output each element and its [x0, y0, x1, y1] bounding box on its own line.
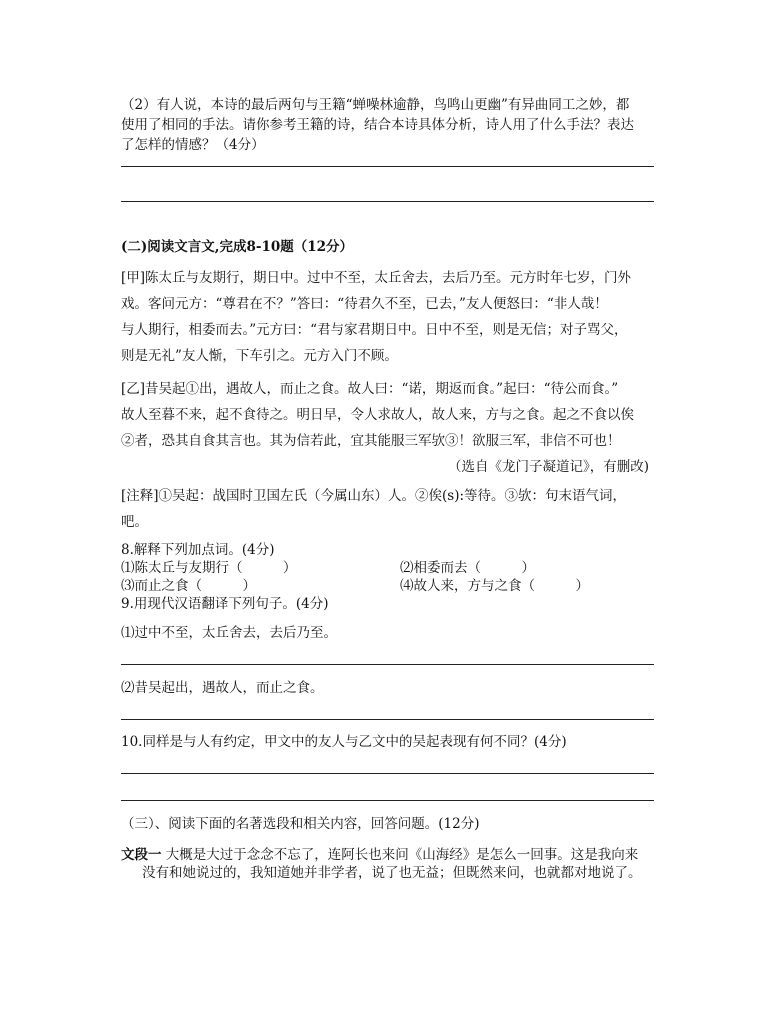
q8-title: 8.解释下列加点词。(4分) — [121, 542, 275, 558]
q8-item-4: ⑷故人来，方与之食（ ） — [400, 578, 589, 594]
excerpt-1-label: 文段一 — [121, 847, 162, 863]
answer-line — [121, 664, 654, 665]
q10-title: 10.同样是与人有约定，甲文中的友人与乙文中的吴起表现有何不同？(4分) — [121, 734, 567, 750]
answer-line — [121, 166, 654, 167]
q9-title: 9.用现代汉语翻译下列句子。(4分) — [121, 596, 329, 612]
section-3-heading: （三）、阅读下面的名著选段和相关内容，回答问题。(12分) — [121, 816, 480, 832]
excerpt-1-line-2: 没有和她说过的，我知道她并非学者，说了也无益；但既然来问，也就都对地说了。 — [142, 865, 642, 881]
q2-line-1: （2）有人说，本诗的最后两句与王籍“蝉噪林逾静，鸟鸣山更幽”有异曲同工之妙，都 — [121, 97, 630, 113]
answer-line — [121, 773, 654, 774]
q8-item-3: ⑶而止之食（ ） — [121, 578, 256, 594]
q2-line-2: 使用了相同的手法。请你参考王籍的诗，结合本诗具体分析，诗人用了什么手法？表达 — [121, 117, 634, 133]
answer-line — [121, 201, 654, 202]
passage-jia-line-2: 戏。客问元方：“尊君在不？”答曰：“待君久不至，已去，”友人便怒曰：“非人哉！ — [121, 296, 608, 312]
q9-sentence-1: ⑴过中不至，太丘舍去，去后乃至。 — [121, 625, 337, 641]
answer-line — [121, 719, 654, 720]
answer-line — [121, 800, 654, 801]
passage-jia-line-3: 与人期行，相委而去。”元方曰：“君与家君期日中。日中不至，则是无信；对子骂父， — [121, 322, 628, 338]
q9-sentence-2: ⑵昔吴起出，遇故人，而止之食。 — [121, 680, 324, 696]
notes-line-2: 吧。 — [121, 514, 148, 530]
section-2-heading: (二)阅读文言文,完成8-10题（12分） — [121, 239, 354, 255]
passage-source: （选自《龙门子凝道记》，有删改) — [448, 459, 650, 475]
q2-line-3: 了怎样的情感？（4分） — [121, 137, 265, 153]
notes-line-1: [注释]①吴起：战国时卫国左氏（今属山东）人。②俟(s):等待。③欤：句末语气词， — [121, 488, 627, 504]
excerpt-1-text: 大概是大过于念念不忘了，连阿长也来问《山海经》是怎么一回事。这是我向来 — [161, 847, 639, 863]
q8-item-2: ⑵相委而去（ ） — [400, 560, 535, 576]
passage-yi-line-2: 故人至暮不来，起不食待之。明日早，令人求故人，故人来，方与之食。起之不食以俟 — [121, 407, 634, 423]
passage-yi-line-3: ②者，恐其自食其言也。其为信若此，宜其能服三军欤③！欲服三军，非信不可也！ — [121, 433, 621, 449]
passage-jia-line-1: [甲]陈太丘与友期行，期日中。过中不至，太丘舍去，去后乃至。元方时年七岁，门外 — [121, 270, 632, 286]
q8-item-1: ⑴陈太丘与友期行（ ） — [121, 560, 297, 576]
passage-jia-line-4: 则是无礼”友人惭，下车引之。元方入门不顾。 — [121, 348, 398, 364]
excerpt-1-line-1 — [121, 846, 638, 864]
passage-yi-line-1: [乙]昔吴起①出，遇故人，而止之食。故人曰：“诺，期返而食。”起曰：“待公而食。” — [121, 381, 619, 397]
